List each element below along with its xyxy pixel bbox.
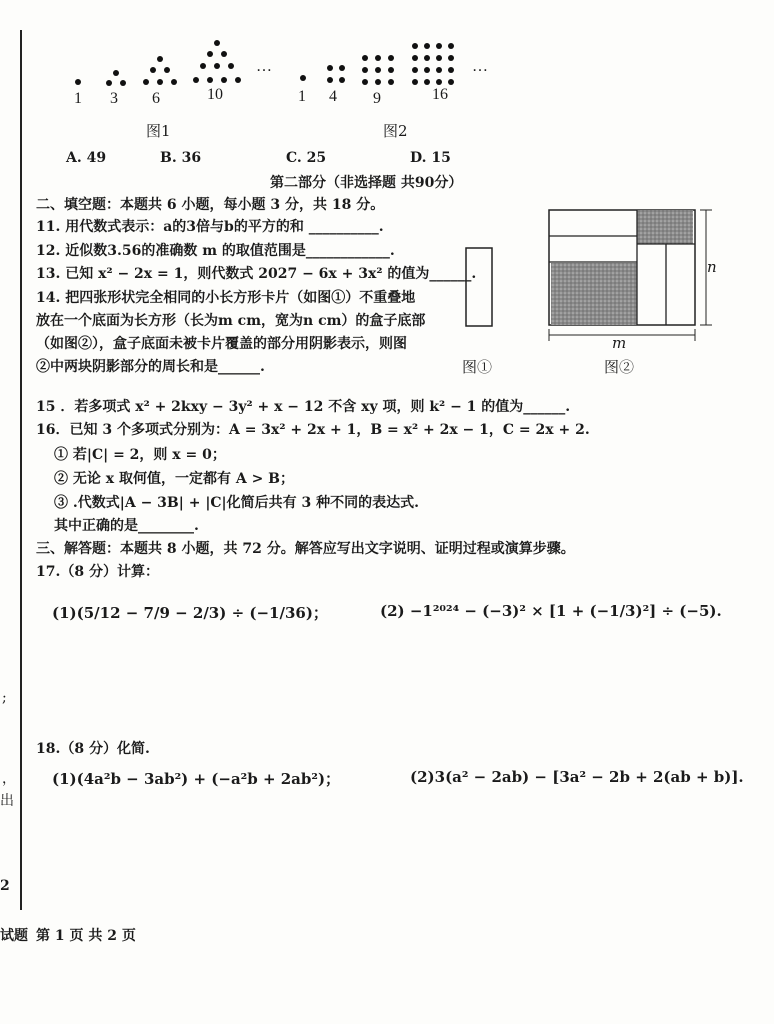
question-15: 15 ．若多项式 x² + 2kxy − 3y² + x − 12 不含 xy 项，则 k² − 1 的值为______. <box>36 399 571 415</box>
section2-header: 二、填空题：本题共 6 小题，每小题 3 分，共 18 分。 <box>36 197 385 213</box>
fig2-label: 16 <box>432 86 448 103</box>
question-12: 12. 近似数3.56的准确数 m 的取值范围是____________. <box>36 243 395 259</box>
margin-mark: 试题 <box>0 928 28 944</box>
fig14-label-n: n <box>707 258 717 276</box>
fig14-caption-2: 图② <box>604 358 635 376</box>
fig2-ellipsis: … <box>472 58 488 75</box>
question-17-title: 17.（8 分）计算： <box>36 564 159 580</box>
question-11: 11. 用代数式表示：a的3倍与b的平方的和 __________. <box>36 219 384 235</box>
option-b: B. 36 <box>160 150 202 166</box>
fig14-caption-1: 图① <box>462 358 493 376</box>
fig2-caption: 图2 <box>383 122 408 140</box>
question-18-part-1: (1)(4a²b − 3ab²) + (−a²b + 2ab²)； <box>52 770 341 788</box>
fig1-label: 10 <box>207 86 223 103</box>
fig1-ellipsis: … <box>256 58 272 75</box>
fig1-label: 6 <box>152 90 160 107</box>
question-16-item: ① 若|C| = 2，则 x = 0； <box>54 447 226 463</box>
option-c: C. 25 <box>286 150 327 166</box>
question-17-part-1: (1)(5/12 − 7/9 − 2/3) ÷ (−1/36)； <box>52 604 328 622</box>
fig2-label: 1 <box>298 88 306 105</box>
question-14-line: 14. 把四张形状完全相同的小长方形卡片（如图①）不重叠地 <box>36 290 416 306</box>
question-16: 16．已知 3 个多项式分别为：A = 3x² + 2x + 1，B = x² + 2x − 1，C = 2x + 2. <box>36 422 590 438</box>
fig14-label-m: m <box>612 334 627 352</box>
question-13: 13. 已知 x² − 2x = 1，则代数式 2027 − 6x + 3x² 的值为______. <box>36 266 477 282</box>
question-16-item: ② 无论 x 取何值，一定都有 A > B； <box>54 471 295 487</box>
part2-title: 第二部分（非选择题 共90分） <box>270 175 463 191</box>
question-18-part-2: (2)3(a² − 2ab) − [3a² − 2b + 2(ab + b)]. <box>410 768 744 786</box>
fig2-label: 4 <box>329 88 337 105</box>
question-17-part-2: (2) −1²⁰²⁴ − (−3)² × [1 + (−1/3)²] ÷ (−5). <box>380 602 722 620</box>
fig1-caption: 图1 <box>146 122 171 140</box>
page-footer: 第 1 页 共 2 页 <box>36 928 136 944</box>
margin-mark: ， <box>2 771 16 787</box>
question-14-line: 放在一个底面为长方形（长为m cm，宽为n cm）的盒子底部 <box>36 313 426 329</box>
margin-mark: 出 <box>0 793 14 809</box>
option-a: A. 49 <box>66 150 107 166</box>
question-16-item: ③ .代数式|A − 3B| + |C|化简后共有 3 种不同的表达式. <box>54 495 420 511</box>
question-16-ask: 其中正确的是________. <box>54 518 199 534</box>
question-14-line: ②中两块阴影部分的周长和是______. <box>36 359 265 375</box>
fig1-label: 3 <box>110 90 118 107</box>
margin-mark: 2 <box>0 878 10 894</box>
margin-mark: ; <box>2 690 7 706</box>
section3-header: 三、解答题：本题共 8 小题，共 72 分。解答应写出文字说明、证明过程或演算步骤。 <box>36 541 575 557</box>
question-18-title: 18.（8 分）化简. <box>36 741 150 757</box>
question-14-line: （如图②），盒子底面未被卡片覆盖的部分用阴影表示，则图 <box>36 336 407 352</box>
fig1-label: 1 <box>74 90 82 107</box>
option-d: D. 15 <box>410 150 451 166</box>
fig2-label: 9 <box>373 90 381 107</box>
